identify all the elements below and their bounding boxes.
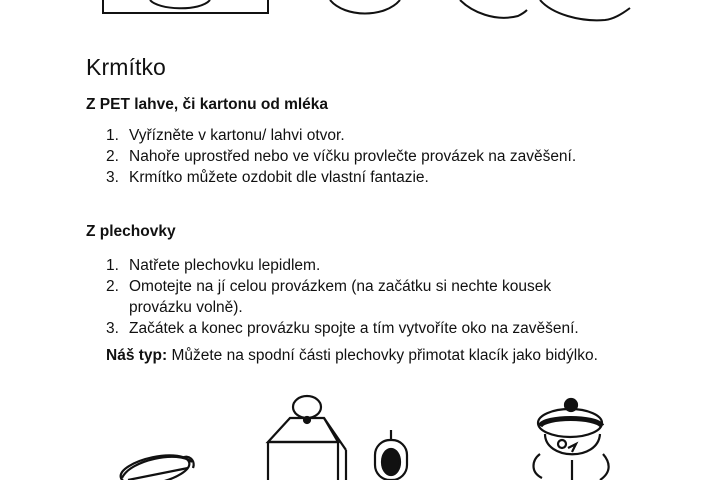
bottom-illustrations — [0, 390, 720, 480]
step-number: 3. — [106, 169, 119, 186]
list-item — [106, 255, 579, 276]
section-title: Krmítko — [86, 54, 166, 80]
step-number: 1. — [106, 127, 119, 144]
milk-carton-feeder-icon — [268, 396, 346, 480]
step-text-line-1: Omotejte na jí celou provázkem (na začátku si nechte kousek — [129, 278, 552, 295]
list-item — [106, 276, 579, 318]
hanging-can-icon — [375, 430, 407, 480]
step-text: Vyřízněte v kartonu/ lahvi otvor. — [129, 127, 345, 144]
tip-label: Náš typ: — [106, 347, 168, 364]
list-item — [106, 318, 579, 339]
half-circle-icon — [330, 0, 400, 14]
leaf-shape-icon — [460, 0, 527, 18]
step-text: Natřete plechovku lepidlem. — [129, 257, 321, 274]
box-outline-icon — [103, 0, 268, 13]
step-text: Začátek a konec provázku spojte a tím vytvoříte oko na zavěšení. — [129, 320, 579, 337]
step-text: Krmítko můžete ozdobit dle vlastní fantazie. — [129, 169, 429, 186]
method-2-heading: Z plechovky — [86, 223, 176, 240]
step-number: 1. — [106, 257, 119, 274]
list-item — [106, 167, 576, 188]
step-number: 2. — [106, 278, 119, 295]
method-1-heading: Z PET lahve, či kartonu od mléka — [86, 96, 329, 113]
tip-paragraph — [106, 345, 598, 366]
step-number: 3. — [106, 320, 119, 337]
method-1-steps — [106, 125, 576, 188]
step-number: 2. — [106, 148, 119, 165]
fan-shape-icon — [540, 0, 630, 20]
method-2-steps — [106, 255, 579, 339]
list-item — [106, 125, 576, 146]
tip-text: Můžete na spodní části plechovky přimotat klacík jako bidýlko. — [167, 347, 598, 364]
top-illustrations — [0, 0, 720, 40]
step-text: Nahoře uprostřed nebo ve víčku provlečte provázek na zavěšení. — [129, 148, 577, 165]
snowman-bird-icon — [534, 399, 609, 480]
list-item — [106, 146, 576, 167]
step-text-line-2: provázku volně). — [129, 299, 243, 316]
tipped-can-icon — [118, 450, 194, 480]
